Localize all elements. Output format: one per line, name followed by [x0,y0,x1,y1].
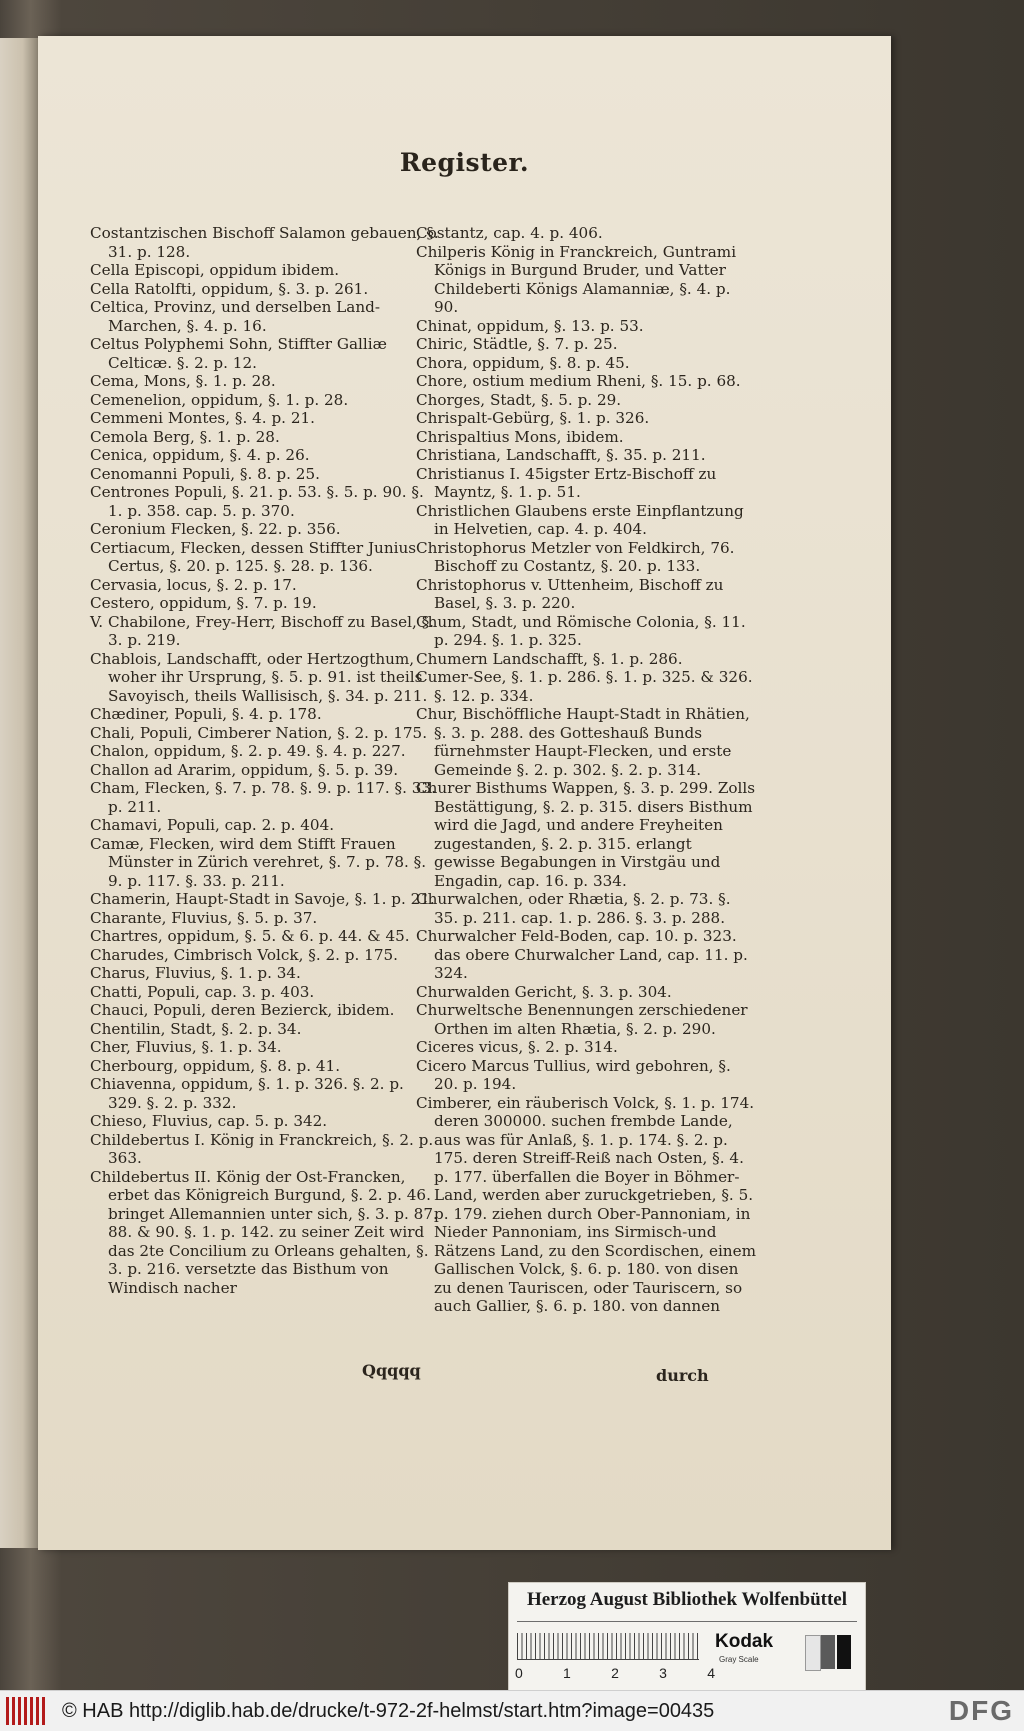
register-entry: Chablois, Landschafft, oder Hertzogthum, woher ihr Ursprung, §. 5. p. 91. ist theils Savoyisch, theils Wallisisch, §. 34. p. 211. [90,649,428,705]
register-entry: Churweltsche Benennungen zerschiedener Orthen im alten Rhætia, §. 2. p. 290. [416,1001,748,1038]
gray-patch-light [805,1635,821,1671]
ruler-number: 2 [611,1665,619,1681]
register-entry: Cemmeni Montes, §. 4. p. 21. [90,409,315,427]
gray-scale-label: Gray Scale [719,1655,759,1664]
color-target [508,1582,866,1700]
register-entry: Chædiner, Populi, §. 4. p. 178. [90,705,322,723]
register-entry: Cervasia, locus, §. 2. p. 17. [90,575,297,594]
register-entry: Chali, Populi, Cimberer Nation, §. 2. p. 175. [90,723,428,742]
register-entry: Chur, Bischöffliche Haupt-Stadt in Rhätien, §. 3. p. 288. des Gotteshauß Bunds fürnehmster Haupt-Flecken, und erste Gemeinde §. 2. p. 302. §. 2. p. 314. [416,705,750,779]
register-entry: Chauci, Populi, deren Bezierck, ibidem. [90,1001,395,1019]
register-entry: Cemola Berg, §. 1. p. 28. [90,427,280,446]
ruler-number: 0 [515,1665,523,1681]
register-entry: Chamavi, Populi, cap. 2. p. 404. [90,816,335,834]
viewer-footer [0,1690,1024,1731]
register-entry: Chilperis König in Franckreich, Guntrami Königs in Burgund Bruder, und Vatter Childeberti Königs Alamanniæ, §. 4. p. 90. [416,242,737,316]
register-entry: Childebertus II. König der Ost-Francken, erbet das Königreich Burgund, §. 2. p. 46. bringet Allemannien unter sich, §. 3. p. 87. 88. & 90. §. 1. p. 142. zu seiner Zeit wird das 2te Concilium zu Orleans gehalten, §. 3. p. 216. versetzte das Bisthum von Windisch nacher [90,1167,438,1297]
register-entry: Chora, oppidum, §. 8. p. 45. [416,353,630,372]
register-entry: Churwalden Gericht, §. 3. p. 304. [416,982,672,1001]
source-url[interactable]: © HAB http://diglib.hab.de/drucke/t-972-2f-helmst/start.htm?image=00435 [62,1700,715,1722]
register-entry: Cella Episcopi, oppidum ibidem. [90,261,340,279]
gray-patch-dark [837,1635,851,1669]
register-entry: Certiacum, Flecken, dessen Stiffter Junius Certus, §. 20. p. 125. §. 28. p. 136. [90,538,417,575]
left-column [90,224,442,1297]
catchword: durch [656,1366,709,1385]
register-entry: Cham, Flecken, §. 7. p. 78. §. 9. p. 117. §. 33. p. 211. [90,779,436,816]
ruler-number: 3 [659,1665,667,1681]
ruler-number: 4 [707,1665,715,1681]
register-entry: Chrispalt-Gebürg, §. 1. p. 326. [416,409,650,427]
register-entry: Ceronium Flecken, §. 22. p. 356. [90,520,341,538]
register-entry: Christophorus v. Uttenheim, Bischoff zu Basel, §. 3. p. 220. [416,575,724,612]
register-entry: Celtus Polyphemi Sohn, Stiffter Galliæ Celticæ. §. 2. p. 12. [90,335,387,372]
register-entry: Cestero, oppidum, §. 7. p. 19. [90,594,317,612]
ruler-number: 1 [563,1665,571,1681]
register-entry: Chalon, oppidum, §. 2. p. 49. §. 4. p. 227. [90,742,406,760]
register-entry: Cher, Fluvius, §. 1. p. 34. [90,1038,282,1056]
register-entry: Cenica, oppidum, §. 4. p. 26. [90,446,310,464]
register-entry: V. Chabilone, Frey-Herr, Bischoff zu Basel, §. 3. p. 219. [90,612,435,649]
register-entry: Cumer-See, §. 1. p. 286. §. 1. p. 325. & 326. §. 12. p. 334. [416,668,753,705]
register-entry: Cherbourg, oppidum, §. 8. p. 41. [90,1056,341,1075]
register-entry: Chamerin, Haupt-Stadt in Savoje, §. 1. p. 21. [90,890,435,908]
register-entry: Chiavenna, oppidum, §. 1. p. 326. §. 2. p. 329. §. 2. p. 332. [90,1075,404,1112]
book-page [38,36,891,1550]
register-entry: Chrispaltius Mons, ibidem. [416,427,624,446]
register-entry: Costantz, cap. 4. p. 406. [416,224,603,242]
register-entry: Camæ, Flecken, wird dem Stifft Frauen Münster in Zürich verehret, §. 7. p. 78. §. 9. p. 117. §. 33. p. 211. [90,834,427,890]
signature-mark: Qqqqq [362,1361,421,1380]
register-entry: Cicero Marcus Tullius, wird gebohren, §. 20. p. 194. [416,1056,731,1093]
register-entry: Chiric, Städtle, §. 7. p. 25. [416,335,618,353]
register-entry: Christlichen Glaubens erste Einpflantzung in Helvetien, cap. 4. p. 404. [416,501,744,538]
register-entry: Charus, Fluvius, §. 1. p. 34. [90,964,301,982]
register-entry: Churwalchen, oder Rhætia, §. 2. p. 73. §. 35. p. 211. cap. 1. p. 286. §. 3. p. 288. [416,890,731,927]
register-entry: Chieso, Fluvius, cap. 5. p. 342. [90,1112,328,1130]
register-entry: Chore, ostium medium Rheni, §. 15. p. 68. [416,372,741,390]
register-entry: Chartres, oppidum, §. 5. & 6. p. 44. & 45. [90,927,410,945]
page-header: Register. [399,148,530,177]
register-entry: Christianus I. 45igster Ertz-Bischoff zu Mayntz, §. 1. p. 51. [416,464,717,501]
register-entry: Celtica, Provinz, und derselben Land-Marchen, §. 4. p. 16. [90,298,380,335]
register-entry: Cella Ratolfti, oppidum, §. 3. p. 261. [90,279,369,298]
register-entry: Chum, Stadt, und Römische Colonia, §. 11. p. 294. §. 1. p. 325. [416,612,746,649]
register-entry: Chentilin, Stadt, §. 2. p. 34. [90,1019,302,1038]
register-entry: Cenomanni Populi, §. 8. p. 25. [90,464,320,483]
register-entry: Challon ad Ararim, oppidum, §. 5. p. 39. [90,760,399,779]
ruler-numbers [515,1665,715,1681]
register-entry: Charudes, Cimbrisch Volck, §. 2. p. 175. [90,945,398,964]
register-entry: Chatti, Populi, cap. 3. p. 403. [90,982,315,1001]
register-entry: Christophorus Metzler von Feldkirch, 76. Bischoff zu Costantz, §. 20. p. 133. [416,538,735,575]
register-entry: Ciceres vicus, §. 2. p. 314. [416,1038,618,1056]
gray-patch-mid [821,1635,835,1669]
register-entry: Chinat, oppidum, §. 13. p. 53. [416,316,644,335]
register-entry: Cimberer, ein räuberisch Volck, §. 1. p. 174. deren 300000. suchen frembde Lande, aus was für Anlaß, §. 1. p. 174. §. 2. p. 175. deren Streiff-Reiß nach Osten, §. 4. p. 177. überfallen die Boyer in Böhmer-Land, werden aber zuruckgetrieben, §. 5. p. 179. ziehen durch Ober-Pannoniam, in Nieder Pannoniam, ins Sirmisch-und Rätzens Land, zu den Scordischen, einem Gallischen Volck, §. 6. p. 180. von disen zu denen Tauriscen, oder Tauriscern, so auch Gallier, §. 6. p. 180. von dannen [416,1093,756,1315]
register-entry: Costantzischen Bischoff Salamon gebauen, §. 31. p. 128. [90,224,439,261]
register-entry: Cemenelion, oppidum, §. 1. p. 28. [90,390,349,409]
hab-logo-icon [6,1697,50,1725]
register-entry: Chumern Landschafft, §. 1. p. 286. [416,649,683,668]
register-entry: Childebertus I. König in Franckreich, §. 2. p. 363. [90,1130,434,1167]
register-entry: Centrones Populi, §. 21. p. 53. §. 5. p. 90. §. 1. p. 358. cap. 5. p. 370. [90,483,424,520]
previous-page-edge [0,38,39,1548]
register-entry: Chorges, Stadt, §. 5. p. 29. [416,390,622,409]
register-entry: Churwalcher Feld-Boden, cap. 10. p. 323. das obere Churwalcher Land, cap. 11. p. 324. [416,927,748,982]
target-title: Herzog August Bibliothek Wolfenbüttel [526,1589,848,1610]
register-entry: Cema, Mons, §. 1. p. 28. [90,372,276,390]
ruler-scale [517,1633,699,1660]
register-entry: Churer Bisthums Wappen, §. 3. p. 299. Zolls Bestättigung, §. 2. p. 315. disers Bisthum wird die Jagd, und andere Freyheiten zugestanden, §. 2. p. 315. erlangt gewisse Begabungen in Virstgäu und Engadin, cap. 16. p. 334. [416,779,756,890]
register-entry: Charante, Fluvius, §. 5. p. 37. [90,908,318,927]
kodak-brand: Kodak [715,1631,774,1652]
register-entry: Christiana, Landschafft, §. 35. p. 211. [416,446,706,464]
right-column [416,224,756,1316]
dfg-logo: DFG [948,1695,1014,1726]
target-divider [517,1621,857,1622]
